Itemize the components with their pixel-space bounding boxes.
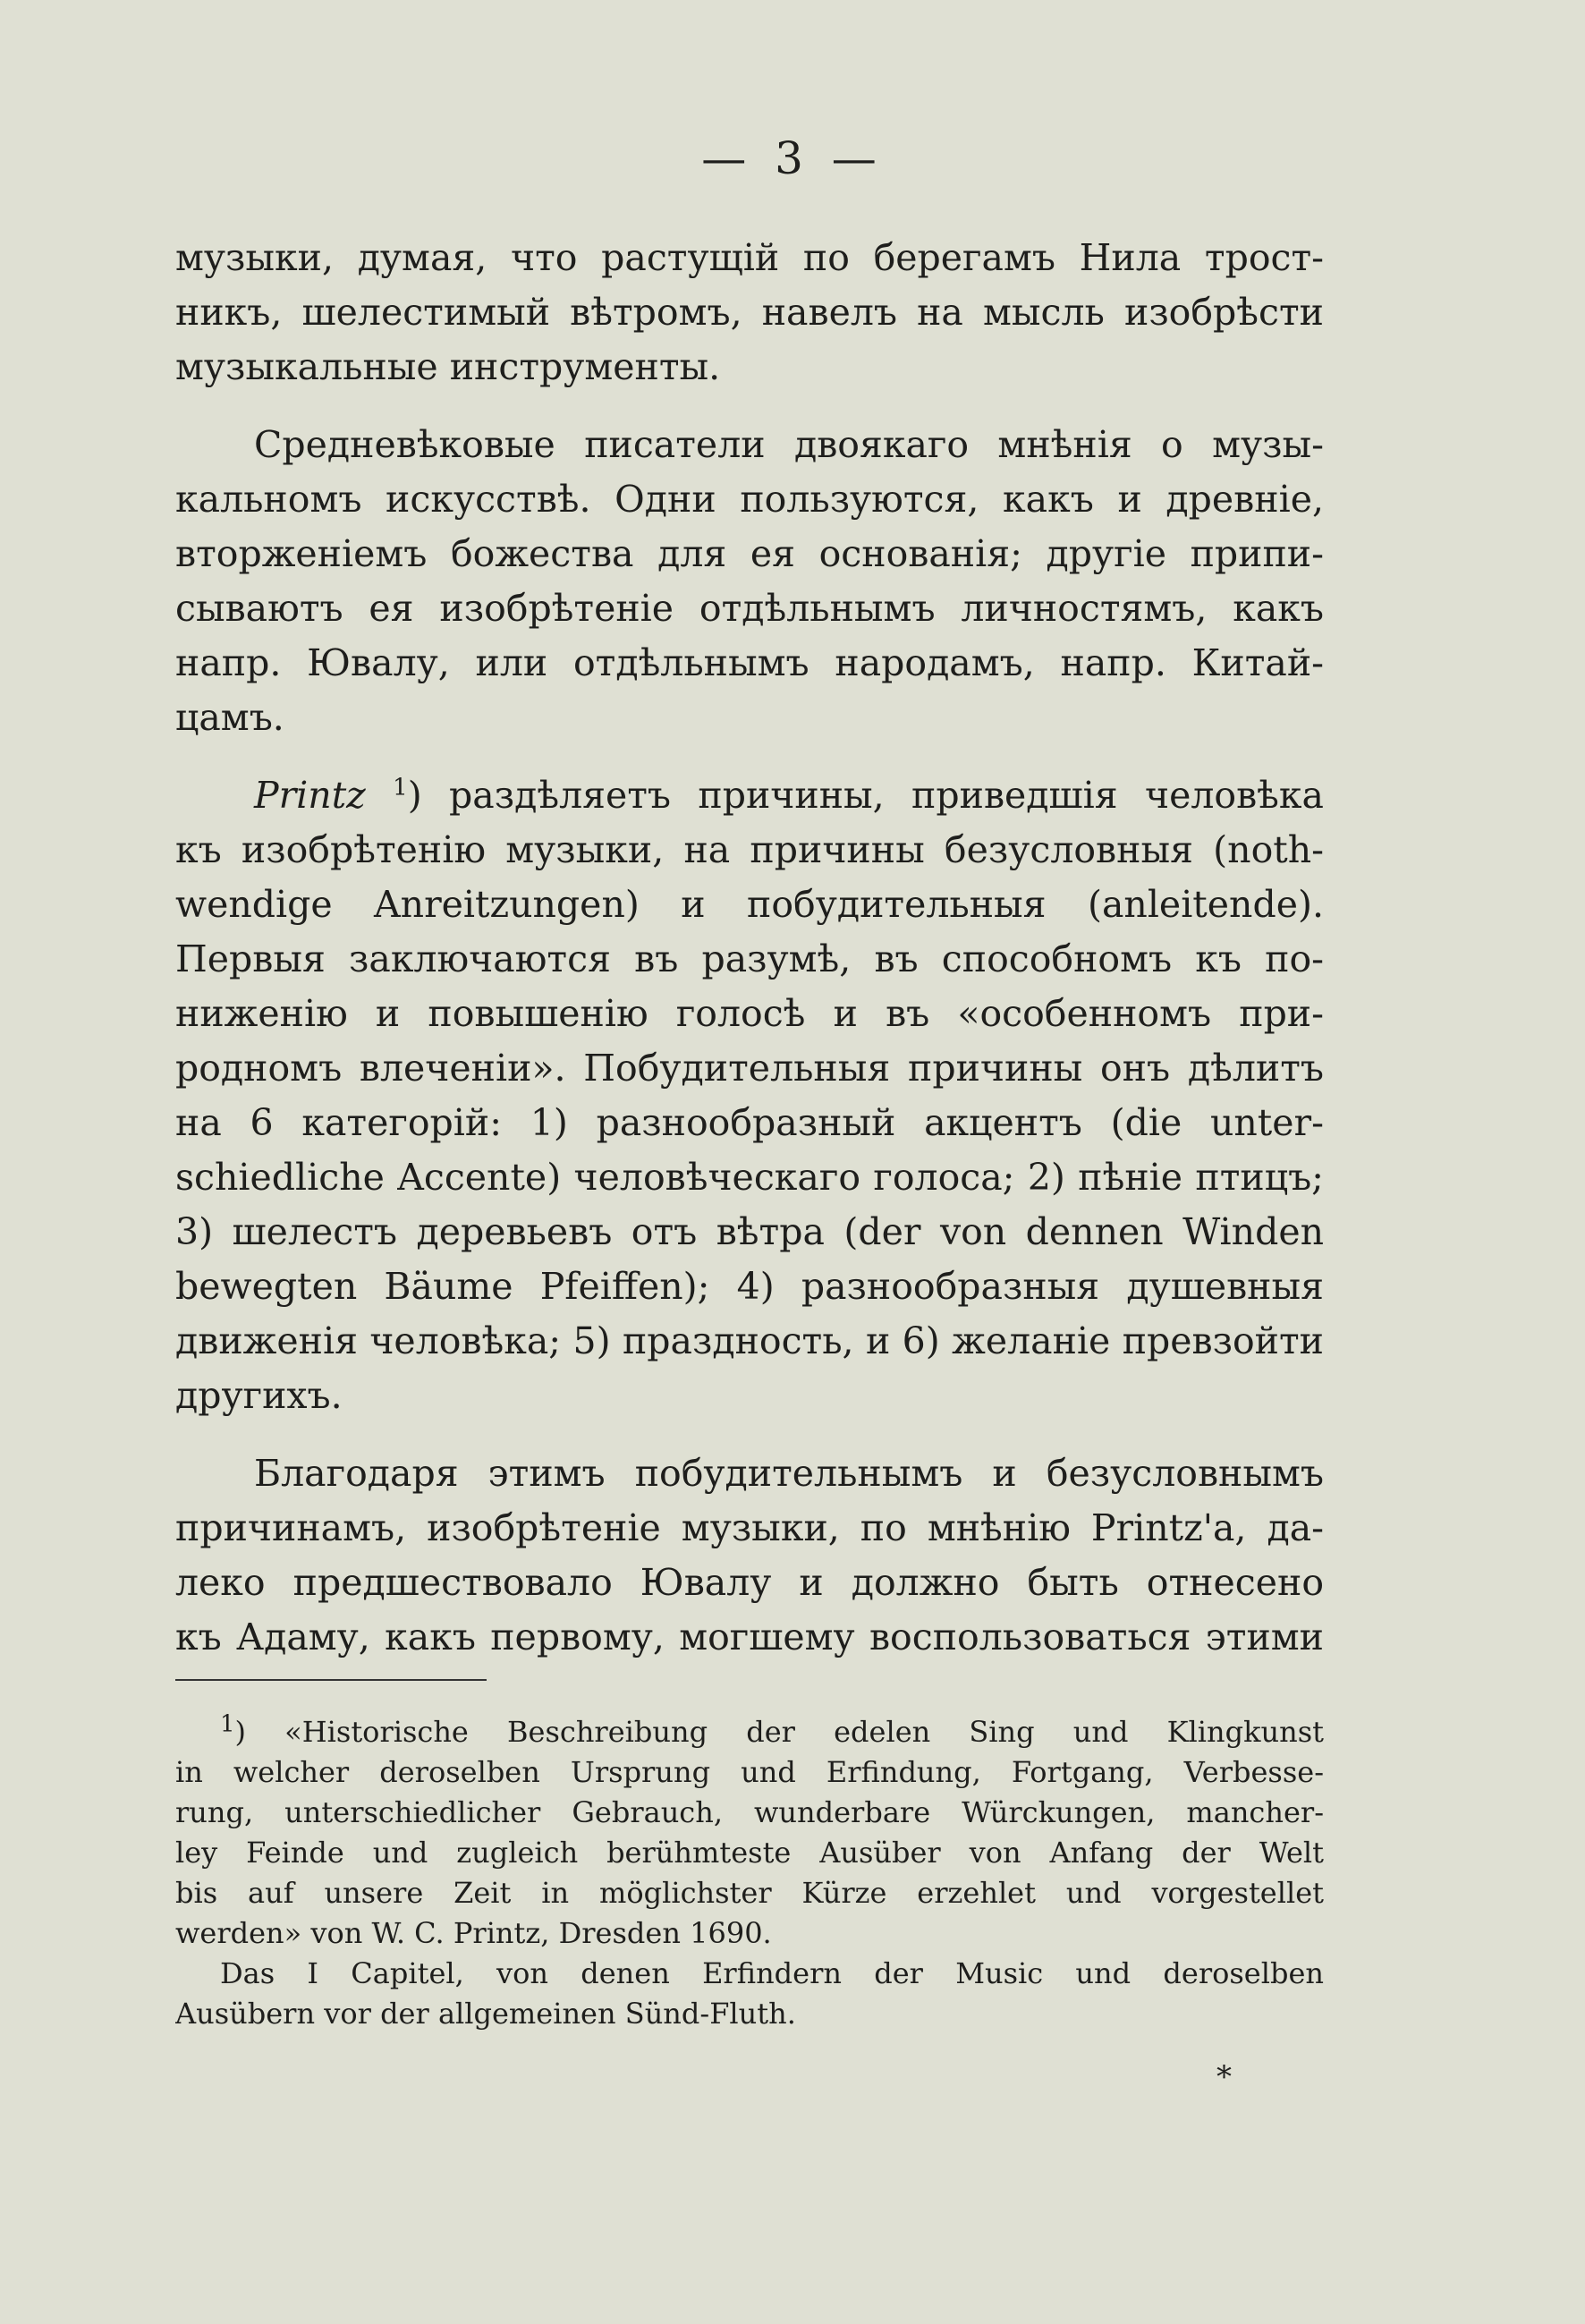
text-line: движенія человѣка; 5) праздность, и 6) желаніе превзойти [175,1319,1324,1362]
text-span: ) раздѣляетъ причины, приведшія человѣка [407,774,1324,817]
text-line: wendige Anreitzungen) и побудительныя (anleitende). [175,883,1324,926]
text-line: Первыя заключаются въ разумѣ, въ способномъ къ по- [175,937,1324,980]
text-line: цамъ. [175,696,284,739]
footnotes [175,1712,1324,2034]
text-line: вторженіемъ божества для ея основанія; другіе припи- [175,532,1324,575]
footnote-line: Ausübern vor der allgemeinen Sünd-Fluth. [175,1997,796,2031]
text-line: schiedliche Accente) человѣческаго голоса; 2) пѣніе птицъ; [175,1156,1324,1199]
text-line: напр. Ювалу, или отдѣльнымъ народамъ, напр. Китай- [175,641,1324,684]
text-line: кальномъ искусствѣ. Одни пользуются, какъ и древніе, [175,478,1324,521]
text-line: музыкальные инструменты. [175,345,721,388]
text-line: Средневѣковые писатели двоякаго мнѣнія о музы- [254,423,1324,466]
author-name: Printz [254,774,366,817]
text-span: ) «Historische Beschreibung der edelen Sing und Klingkunst [234,1715,1324,1749]
signature-mark: * [1216,2059,1232,2095]
text-line: Благодаря этимъ побудительнымъ и безусловнымъ [254,1452,1324,1495]
footnote-divider [175,1679,487,1681]
text-line: леко предшествовало Ювалу и должно быть отнесено [175,1561,1324,1604]
text-line: причинамъ, изобрѣтеніе музыки, по мнѣнію Printz'а, да- [175,1506,1324,1549]
text-line: музыки, думая, что растущій по берегамъ Нила трост- [175,236,1324,279]
text-line: къ Адаму, какъ первому, могшему воспользоваться этими [175,1616,1324,1658]
text-line: сываютъ ея изобрѣтеніе отдѣльнымъ личностямъ, какъ [175,587,1324,630]
text-line: 3) шелестъ деревьевъ отъ вѣтра (der von dennen Winden [175,1210,1324,1253]
footnote-line: rung, unterschiedlicher Gebrauch, wunderbare Würckungen, mancher- [175,1795,1324,1829]
text-line: никъ, шелестимый вѣтромъ, навелъ на мысль изобрѣсти [175,291,1324,334]
footnote-line: bis auf unsere Zeit in möglichster Kürze erzehlet und vorgestellet [175,1876,1324,1910]
page-number: — 3 — [701,132,884,184]
text-line: ниженію и повышенію голосѣ и въ «особенномъ при- [175,992,1324,1035]
footnote-mark: 1 [220,1712,235,1738]
text-line: къ изобрѣтенію музыки, на причины безусловныя (noth- [175,828,1324,871]
text-line: bewegten Bäume Pfeiffen); 4) разнообразныя душевныя [175,1265,1324,1308]
footnote-line [175,1712,1324,1752]
footnote-line: Das I Capitel, von denen Erfindern der Music und deroselben [220,1956,1324,1990]
text-line: на 6 категорій: 1) разнообразный акцентъ (die unter- [175,1101,1324,1144]
footnote-line: ley Feinde und zugleich berühmteste Ausüber von Anfang der Welt [175,1836,1324,1870]
text-line: другихъ. [175,1374,343,1417]
footnote-line: in welcher deroselben Ursprung und Erfindung, Fortgang, Verbesse- [175,1755,1324,1789]
footnote-reference[interactable]: 1 [393,774,408,802]
main-text [175,231,1324,1665]
text-line [175,768,1324,823]
footnote-line: werden» von W. C. Printz, Dresden 1690. [175,1916,772,1950]
text-line: родномъ влеченіи». Побудительныя причины онъ дѣлитъ [175,1047,1324,1090]
